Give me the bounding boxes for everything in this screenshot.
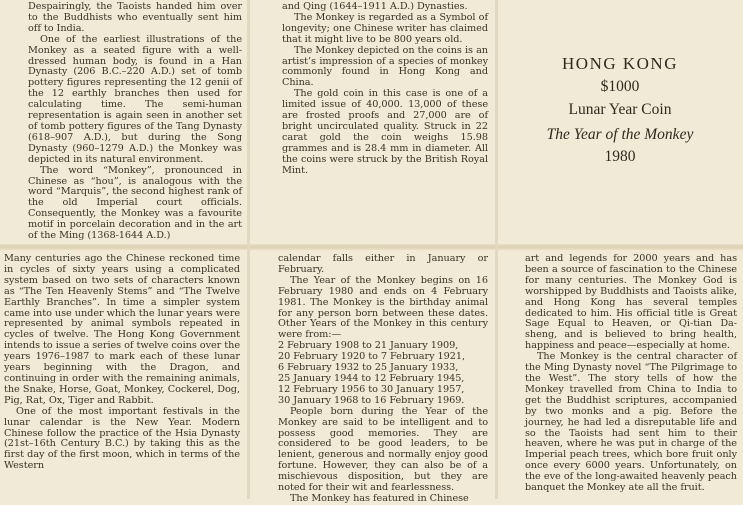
title-coin: Lunar Year Coin — [568, 100, 672, 118]
paragraph: People born during the Year of the Monkey are said to be intelligent and to possess good memories. They are considered to be good leaders, to be lenient, generous and normally enjoy good fortune. However, they can also be of a mischievous disposition, but they are noted for their wit and fearlessness. — [278, 405, 488, 494]
title-year: 1980 — [604, 147, 636, 165]
top-middle-column — [282, 2, 488, 177]
paragraph: The Monkey has featured in Chinese — [290, 492, 469, 504]
paragraph: The word “Monkey”, pronounced in Chinese as “hou”, is analogous with the word “Marquis”, the second highest rank of the old Imperial court officials. Consequently, the Monkey was a favourite motif in porcelain decoration and in the art of the Ming (1368-1644 A.D.) — [28, 164, 242, 242]
title-hong-kong: HONG KONG — [562, 54, 678, 73]
date-range: 20 February 1920 to 7 February 1921, — [278, 351, 466, 363]
paragraph: The Monkey depicted on the coins is an artist’s impression of a species of monkey commonly found in Hong Kong and China. — [282, 44, 488, 89]
date-range: 30 January 1968 to 16 February 1969. — [278, 394, 465, 406]
paragraph: One of the most important festivals in the lunar calendar is the New Year. Modern Chinese follow the practice of the Hsia Dynasty (21st–16th Century B.C.) by taking this as the first day of the first moon, which in terms of the Western — [4, 405, 240, 472]
vertical-fold-left — [247, 0, 250, 499]
paragraph: The Monkey is the central character of the Ming Dynasty novel “The Pilgrimage to the West”. The story tells of how the Monkey travelled from China to India to get the Buddhist scriptures, accompanied by two monks and a pig. Before the journey, he had led a disreputable life and so the Taoists had sent him to their heaven, where he was put in charge of the Imperial peach trees, which bore fruit only once every 6000 years. Unfortunately, on the eve of the long-awaited heavenly peach banquet the Monkey ate all the fruit. — [525, 351, 737, 494]
date-range: 12 February 1956 to 30 January 1957, — [278, 383, 465, 395]
date-list — [278, 341, 488, 406]
cover-title — [500, 40, 740, 164]
paragraph: The Year of the Monkey begins on 16 February 1980 and ends on 4 February 1981. The Monkey is the birthday animal for any person born between these dates. Other Years of the Monkey in this century were from:— — [278, 274, 488, 341]
title-year-of-monkey: The Year of the Monkey — [546, 126, 694, 143]
date-range: 2 February 1908 to 21 January 1909, — [278, 340, 459, 352]
paragraph: and Qing (1644–1911 A.D.) Dynasties. — [282, 1, 468, 12]
paragraph: Many centuries ago the Chinese reckoned time in cycles of sixty years using a complicated system based on two sets of characters known as “The Ten Heavenly Stems” and “The Twelve Earthly Branches”. In time a simpler system came into use under which the lunar years were represented by animal symbols repeated in cycles of twelve. The Hong Kong Government intends to issue a series of twelve coins over the years 1976–1987 to mark each of these lunar years beginning with the Dragon, and continuing in order with the remaining animals, the Snake, Horse, Goat, Monkey, Cockerel, Dog, Pig, Rat, Ox, Tiger and Rabbit. — [4, 253, 240, 406]
bottom-left-column — [4, 254, 240, 472]
paragraph: calendar falls either in January or February. — [278, 253, 488, 275]
vertical-fold-right — [495, 0, 498, 499]
paragraph: One of the earliest illustrations of the Monkey as a seated figure with a well-dressed human body, is found in a Han Dynasty (206 B.C.–220 A.D.) set of tomb pottery figures representing the 12 genii of the 12 earthly branches then used for calculating time. The semi-human representation is again seen in another set of tomb pottery figures of the Tang Dynasty (618–907 A.D.), but during the Song Dynasty (960–1279 A.D.) the Monkey was depicted in its natural environment. — [28, 33, 242, 165]
paragraph: art and legends for 2000 years and has been a source of fascination to the Chinese for many centuries. The Monkey God is worshipped by Buddhists and Taoists alike, and Hong Kong has several temples dedicated to him. His official title is Great Sage Equal to Heaven, or Qi-tian Da-sheng, and is believed to bring health, happiness and peace—especially at home. — [525, 253, 737, 352]
top-left-column — [28, 2, 242, 242]
bottom-middle-column — [278, 254, 488, 505]
paragraph: The Monkey is regarded as a Symbol of longevity; one Chinese writer has claimed that it might live to be 800 years old. — [282, 11, 488, 45]
paragraph: The gold coin in this case is one of a limited issue of 40,000. 13,000 of these are frosted proofs and 27,000 are of bright uncirculated quality. Struck in 22 carat gold the coin weighs 15.98 grammes and is 28.4 mm in diameter. All the coins were struck by the British Royal Mint. — [282, 88, 488, 176]
title-denomination: $1000 — [600, 78, 640, 95]
horizontal-fold — [0, 244, 743, 250]
paragraph: Despairingly, the Taoists handed him over to the Buddhists who eventually sent him off to India. — [28, 1, 242, 34]
date-range: 6 February 1932 to 25 January 1933, — [278, 362, 459, 374]
bottom-right-column — [525, 254, 737, 494]
date-range: 25 January 1944 to 12 February 1945, — [278, 372, 465, 384]
